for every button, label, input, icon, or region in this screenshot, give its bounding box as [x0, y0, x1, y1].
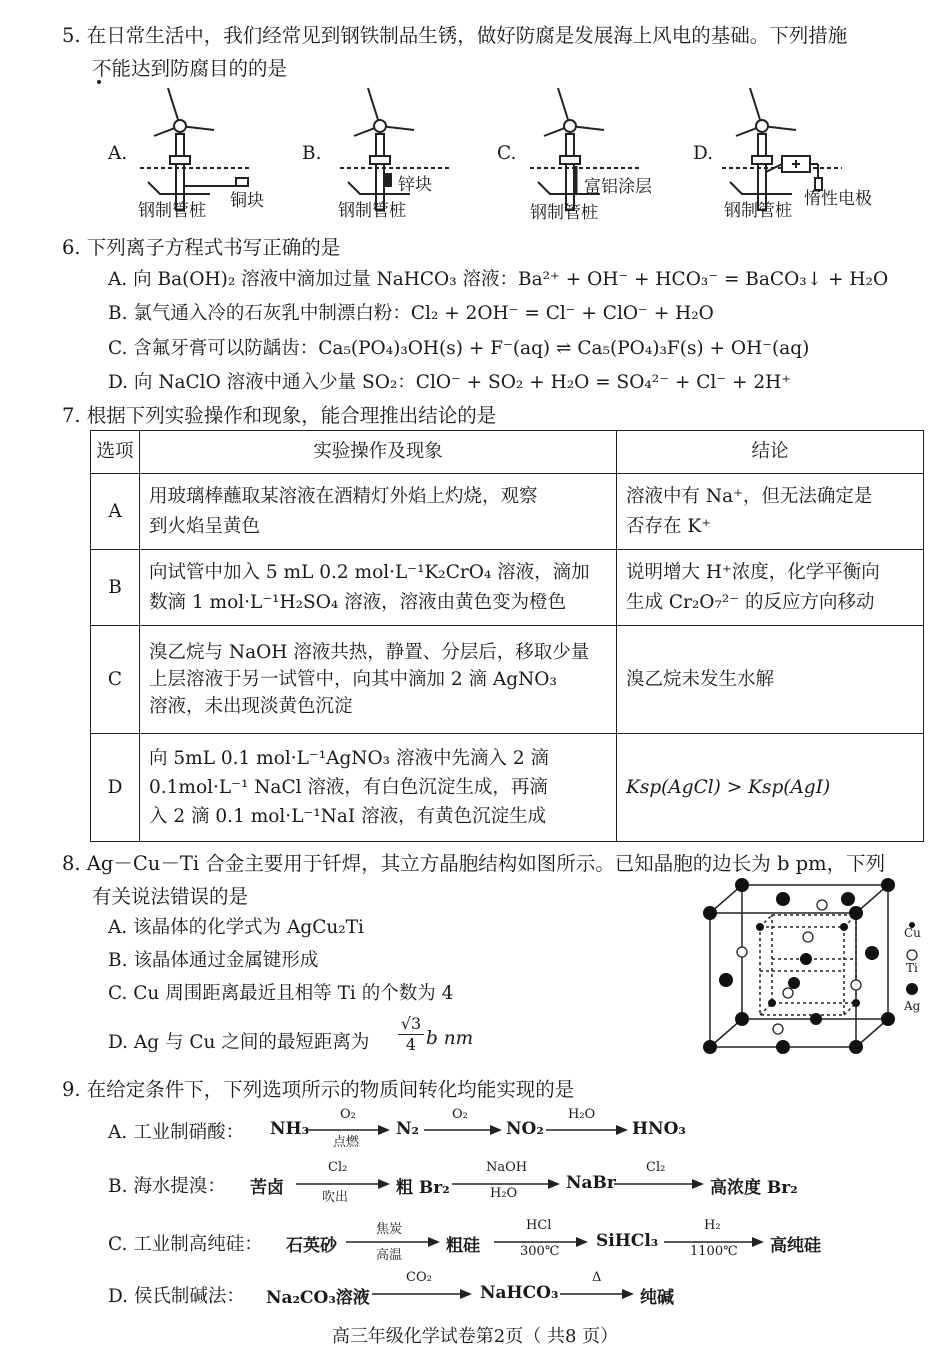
q9-d-s3: 纯碱	[640, 1288, 674, 1308]
page-footer: 高三年级化学试卷第2页（ 共8 页）	[331, 1326, 619, 1347]
q8-option-b: B. 该晶体通过金属键形成	[108, 950, 319, 971]
q9-b-a1-top: Cl₂	[328, 1160, 348, 1175]
q6-stem: 6. 下列离子方程式书写正确的是	[62, 236, 341, 259]
q9-c-a1-top: 焦炭	[376, 1222, 403, 1237]
q9-a-label: A. 工业制硝酸：	[108, 1122, 245, 1143]
q8-stem-line2: 有关说法错误的是	[92, 885, 249, 908]
q5-stem-line2: 不能达到防腐目的的是	[92, 57, 288, 80]
q9-b-label: B. 海水提溴：	[108, 1176, 226, 1197]
q8-option-d-prefix: D. Ag 与 Cu 之间的最短距离为	[108, 1032, 370, 1053]
table-row	[91, 626, 924, 734]
q5-d-pile-label: 钢制管桩	[724, 201, 792, 221]
row-conclusion: 说明增大 H⁺浓度，化学平衡向 生成 Cr₂O₇²⁻ 的反应方向移动	[617, 550, 924, 626]
q9-d-a2-top: Δ	[592, 1270, 602, 1285]
row-conclusion: 溴乙烷未发生水解	[617, 626, 924, 734]
q9-c-a2-bot: 300℃	[520, 1244, 560, 1259]
q9-b-a2-bot: H₂O	[490, 1186, 518, 1201]
table-row	[91, 734, 924, 842]
q9-c-s3: SiHCl₃	[596, 1231, 659, 1251]
arrow-d1	[372, 1288, 474, 1300]
q9-a-s1: NH₃	[270, 1119, 310, 1139]
header-option: 选项	[91, 431, 140, 474]
q8-option-a: A. 该晶体的化学式为 AgCu₂Ti	[108, 917, 364, 938]
q9-c-a3-top: H₂	[704, 1218, 721, 1233]
row-operation: 用玻璃棒蘸取某溶液在酒精灯外焰上灼烧，观察 到火焰呈黄色	[140, 474, 617, 550]
row-option-label: C	[91, 626, 140, 734]
q9-d-s2: NaHCO₃	[480, 1283, 559, 1303]
row-conclusion: 溶液中有 Na⁺，但无法确定是 否存在 K⁺	[617, 474, 924, 550]
q5-b-attach-label: 锌块	[398, 175, 432, 195]
q5-d-attach-label: 惰性电极	[804, 189, 872, 209]
q5-c-attach-label: 富铝涂层	[584, 177, 652, 197]
q8-stem-line1: 8. Ag－Cu－Ti 合金主要用于钎焊，其立方晶胞结构如图所示。已知晶胞的边长为 b pm，下列	[62, 852, 886, 875]
q9-b-s3: NaBr	[566, 1173, 616, 1193]
q9-b-a3-top: Cl₂	[646, 1160, 666, 1175]
q9-d-s1: Na₂CO₃溶液	[266, 1288, 370, 1308]
q6-option-a: A. 向 Ba(OH)₂ 溶液中滴加过量 NaHCO₃ 溶液：Ba²⁺ + OH⁻ + HCO₃⁻ = BaCO₃↓ + H₂O	[108, 269, 889, 290]
row-operation: 溴乙烷与 NaOH 溶液共热，静置、分层后，移取少量 上层溶液于另一试管中，向其中滴加 2 滴 AgNO₃ 溶液，未出现淡黄色沉淀	[140, 626, 617, 734]
fraction-numerator: √3	[398, 1014, 424, 1035]
q9-c-s4: 高纯硅	[770, 1236, 821, 1256]
q5-option-b-letter: B.	[302, 143, 322, 164]
q9-c-a3-bot: 1100℃	[690, 1244, 738, 1259]
arrow-a3	[546, 1124, 630, 1136]
legend-ti: Ti	[906, 961, 918, 975]
q8-d-fraction	[398, 1014, 424, 1055]
q9-a-s3: NO₂	[506, 1119, 544, 1139]
q9-c-a2-top: HCl	[526, 1218, 552, 1233]
q6-option-b: B. 氯气通入冷的石灰乳中制漂白粉：Cl₂ + 2OH⁻ = Cl⁻ + ClO⁻ + H₂O	[108, 303, 714, 324]
table-row	[91, 550, 924, 626]
header-operation: 实验操作及现象	[140, 431, 617, 474]
row-option-label: A	[91, 474, 140, 550]
q7-table	[90, 430, 924, 842]
legend-cu: Cu	[904, 926, 921, 940]
q5-b-pile-label: 钢制管桩	[338, 201, 406, 221]
q9-a-a2-top: O₂	[452, 1107, 468, 1122]
q9-c-s2: 粗硅	[446, 1236, 480, 1256]
q5-stem-line1: 5. 在日常生活中，我们经常见到钢铁制品生锈，做好防腐是发展海上风电的基础。下列措施	[62, 24, 848, 47]
q9-b-s4: 高浓度 Br₂	[710, 1178, 798, 1198]
row-option-label: D	[91, 734, 140, 842]
q9-d-a1-top: CO₂	[406, 1270, 432, 1285]
q5-a-attach-label: 铜块	[230, 191, 264, 211]
q6-option-d: D. 向 NaClO 溶液中通入少量 SO₂：ClO⁻ + SO₂ + H₂O = SO₄²⁻ + Cl⁻ + 2H⁺	[108, 372, 792, 393]
row-conclusion: Ksp(AgCl) > Ksp(AgI)	[617, 734, 924, 842]
q9-a-a3-top: H₂O	[568, 1107, 596, 1122]
q7-stem: 7. 根据下列实验操作和现象，能合理推出结论的是	[62, 404, 497, 427]
row-operation: 向试管中加入 5 mL 0.2 mol·L⁻¹K₂CrO₄ 溶液，滴加 数滴 1 mol·L⁻¹H₂SO₄ 溶液，溶液由黄色变为橙色	[140, 550, 617, 626]
arrow-b3	[614, 1178, 706, 1190]
legend-ag: Ag	[904, 999, 921, 1013]
q9-b-a2-top: NaOH	[486, 1160, 528, 1175]
q9-c-a1-bot: 高温	[376, 1248, 403, 1263]
q9-b-s1: 苦卤	[250, 1178, 284, 1198]
table-row	[91, 474, 924, 550]
q9-d-label: D. 侯氏制碱法：	[108, 1286, 245, 1307]
q8-option-c: C. Cu 周围距离最近且相等 Ti 的个数为 4	[108, 983, 454, 1004]
arrow-d2	[560, 1288, 636, 1300]
table-header-row	[91, 431, 924, 474]
q9-c-s1: 石英砂	[286, 1236, 337, 1256]
q5-option-d-letter: D.	[693, 143, 714, 164]
row-operation: 向 5mL 0.1 mol·L⁻¹AgNO₃ 溶液中先滴入 2 滴 0.1mol·L⁻¹ NaCl 溶液，有白色沉淀生成，再滴 入 2 滴 0.1 mol·L⁻¹NaI 溶液，有黄色沉淀生成	[140, 734, 617, 842]
q5-option-a-letter: A.	[108, 143, 128, 164]
q6-option-c: C. 含氟牙膏可以防龋齿：Ca₅(PO₄)₃OH(s) + F⁻(aq) ⇌ Ca₅(PO₄)₃F(s) + OH⁻(aq)	[108, 338, 810, 359]
q9-a-s2: N₂	[396, 1119, 419, 1139]
q9-a-s4: HNO₃	[632, 1119, 686, 1139]
row-option-label: B	[91, 550, 140, 626]
q5-c-pile-label: 钢制管桩	[530, 203, 598, 223]
q9-stem: 9. 在给定条件下，下列选项所示的物质间转化均能实现的是	[62, 1078, 575, 1101]
q9-c-label: C. 工业制高纯硅：	[108, 1234, 263, 1255]
fraction-denominator: 4	[405, 1035, 417, 1054]
q8-option-d-suffix: b nm	[426, 1028, 474, 1049]
q5-option-c-letter: C.	[497, 143, 517, 164]
crystal-cell-diagram	[698, 875, 934, 1061]
q5-a-pile-label: 钢制管桩	[138, 201, 206, 221]
q9-a-a1-bot: 点燃	[333, 1135, 360, 1150]
emphasis-dot	[97, 80, 101, 84]
q9-b-a1-bot: 吹出	[322, 1190, 349, 1205]
arrow-a2	[424, 1124, 504, 1136]
q9-b-s2: 粗 Br₂	[396, 1178, 450, 1198]
header-conclusion: 结论	[617, 431, 924, 474]
q9-a-a1-top: O₂	[340, 1107, 356, 1122]
